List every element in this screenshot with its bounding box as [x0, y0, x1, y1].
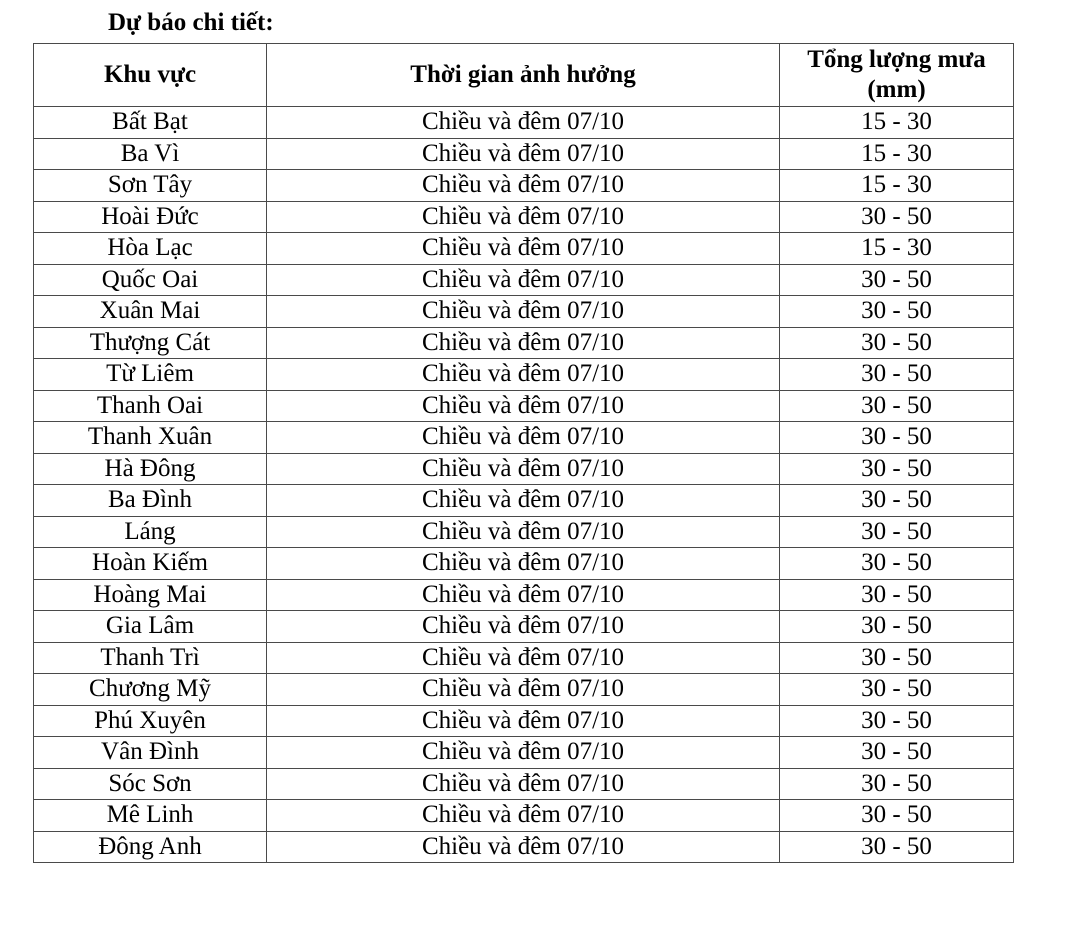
rainfall-cell: 30 - 50 — [780, 737, 1014, 769]
table-row — [34, 390, 1014, 422]
area-cell: Hoàn Kiếm — [34, 548, 267, 580]
time-cell: Chiều và đêm 07/10 — [267, 674, 780, 706]
time-cell: Chiều và đêm 07/10 — [267, 516, 780, 548]
area-cell: Hòa Lạc — [34, 233, 267, 265]
table-row — [34, 170, 1014, 202]
area-cell: Xuân Mai — [34, 296, 267, 328]
rainfall-cell: 30 - 50 — [780, 831, 1014, 863]
table-header-row — [34, 44, 1014, 107]
table-row — [34, 107, 1014, 139]
area-cell: Thượng Cát — [34, 327, 267, 359]
area-cell: Chương Mỹ — [34, 674, 267, 706]
time-cell: Chiều và đêm 07/10 — [267, 768, 780, 800]
area-cell: Ba Đình — [34, 485, 267, 517]
time-cell: Chiều và đêm 07/10 — [267, 138, 780, 170]
area-cell: Hà Đông — [34, 453, 267, 485]
area-cell: Thanh Trì — [34, 642, 267, 674]
table-row — [34, 327, 1014, 359]
table-row — [34, 674, 1014, 706]
time-cell: Chiều và đêm 07/10 — [267, 359, 780, 391]
time-cell: Chiều và đêm 07/10 — [267, 264, 780, 296]
area-cell: Sơn Tây — [34, 170, 267, 202]
rainfall-forecast-table — [33, 43, 1014, 863]
rainfall-cell: 30 - 50 — [780, 800, 1014, 832]
rainfall-cell: 30 - 50 — [780, 264, 1014, 296]
table-row — [34, 201, 1014, 233]
rainfall-cell: 30 - 50 — [780, 422, 1014, 454]
table-row — [34, 548, 1014, 580]
forecast-heading: Dự báo chi tiết: — [108, 9, 274, 36]
area-cell: Đông Anh — [34, 831, 267, 863]
table-row — [34, 831, 1014, 863]
time-cell: Chiều và đêm 07/10 — [267, 107, 780, 139]
rainfall-cell: 30 - 50 — [780, 453, 1014, 485]
time-cell: Chiều và đêm 07/10 — [267, 548, 780, 580]
time-cell: Chiều và đêm 07/10 — [267, 611, 780, 643]
table-row — [34, 611, 1014, 643]
area-cell: Phú Xuyên — [34, 705, 267, 737]
header-rainfall: Tổng lượng mưa (mm) — [780, 44, 1014, 107]
rainfall-cell: 30 - 50 — [780, 327, 1014, 359]
time-cell: Chiều và đêm 07/10 — [267, 327, 780, 359]
rainfall-cell: 15 - 30 — [780, 107, 1014, 139]
rainfall-cell: 30 - 50 — [780, 516, 1014, 548]
area-cell: Bất Bạt — [34, 107, 267, 139]
time-cell: Chiều và đêm 07/10 — [267, 705, 780, 737]
table-row — [34, 138, 1014, 170]
area-cell: Vân Đình — [34, 737, 267, 769]
time-cell: Chiều và đêm 07/10 — [267, 642, 780, 674]
table-row — [34, 579, 1014, 611]
time-cell: Chiều và đêm 07/10 — [267, 453, 780, 485]
rainfall-cell: 30 - 50 — [780, 548, 1014, 580]
table-row — [34, 453, 1014, 485]
area-cell: Thanh Oai — [34, 390, 267, 422]
rainfall-cell: 30 - 50 — [780, 768, 1014, 800]
time-cell: Chiều và đêm 07/10 — [267, 170, 780, 202]
rainfall-cell: 30 - 50 — [780, 359, 1014, 391]
rainfall-cell: 30 - 50 — [780, 642, 1014, 674]
table-body — [34, 107, 1014, 863]
table-row — [34, 485, 1014, 517]
rainfall-cell: 30 - 50 — [780, 390, 1014, 422]
table-row — [34, 768, 1014, 800]
area-cell: Sóc Sơn — [34, 768, 267, 800]
time-cell: Chiều và đêm 07/10 — [267, 422, 780, 454]
time-cell: Chiều và đêm 07/10 — [267, 390, 780, 422]
table-row — [34, 422, 1014, 454]
header-time: Thời gian ảnh hưởng — [267, 44, 780, 107]
table-row — [34, 233, 1014, 265]
rainfall-cell: 30 - 50 — [780, 579, 1014, 611]
time-cell: Chiều và đêm 07/10 — [267, 831, 780, 863]
rainfall-cell: 30 - 50 — [780, 674, 1014, 706]
area-cell: Mê Linh — [34, 800, 267, 832]
rainfall-cell: 15 - 30 — [780, 138, 1014, 170]
time-cell: Chiều và đêm 07/10 — [267, 201, 780, 233]
time-cell: Chiều và đêm 07/10 — [267, 737, 780, 769]
area-cell: Ba Vì — [34, 138, 267, 170]
time-cell: Chiều và đêm 07/10 — [267, 296, 780, 328]
table-row — [34, 264, 1014, 296]
time-cell: Chiều và đêm 07/10 — [267, 485, 780, 517]
area-cell: Hoàng Mai — [34, 579, 267, 611]
area-cell: Từ Liêm — [34, 359, 267, 391]
rainfall-cell: 15 - 30 — [780, 170, 1014, 202]
rainfall-cell: 30 - 50 — [780, 201, 1014, 233]
rainfall-cell: 15 - 30 — [780, 233, 1014, 265]
header-area: Khu vực — [34, 44, 267, 107]
table-row — [34, 516, 1014, 548]
table-row — [34, 737, 1014, 769]
area-cell: Hoài Đức — [34, 201, 267, 233]
rainfall-cell: 30 - 50 — [780, 705, 1014, 737]
rainfall-cell: 30 - 50 — [780, 485, 1014, 517]
table-row — [34, 296, 1014, 328]
table-row — [34, 800, 1014, 832]
rainfall-cell: 30 - 50 — [780, 296, 1014, 328]
table-row — [34, 359, 1014, 391]
area-cell: Gia Lâm — [34, 611, 267, 643]
rainfall-cell: 30 - 50 — [780, 611, 1014, 643]
time-cell: Chiều và đêm 07/10 — [267, 579, 780, 611]
table-row — [34, 642, 1014, 674]
table-row — [34, 705, 1014, 737]
area-cell: Thanh Xuân — [34, 422, 267, 454]
area-cell: Láng — [34, 516, 267, 548]
area-cell: Quốc Oai — [34, 264, 267, 296]
time-cell: Chiều và đêm 07/10 — [267, 233, 780, 265]
time-cell: Chiều và đêm 07/10 — [267, 800, 780, 832]
